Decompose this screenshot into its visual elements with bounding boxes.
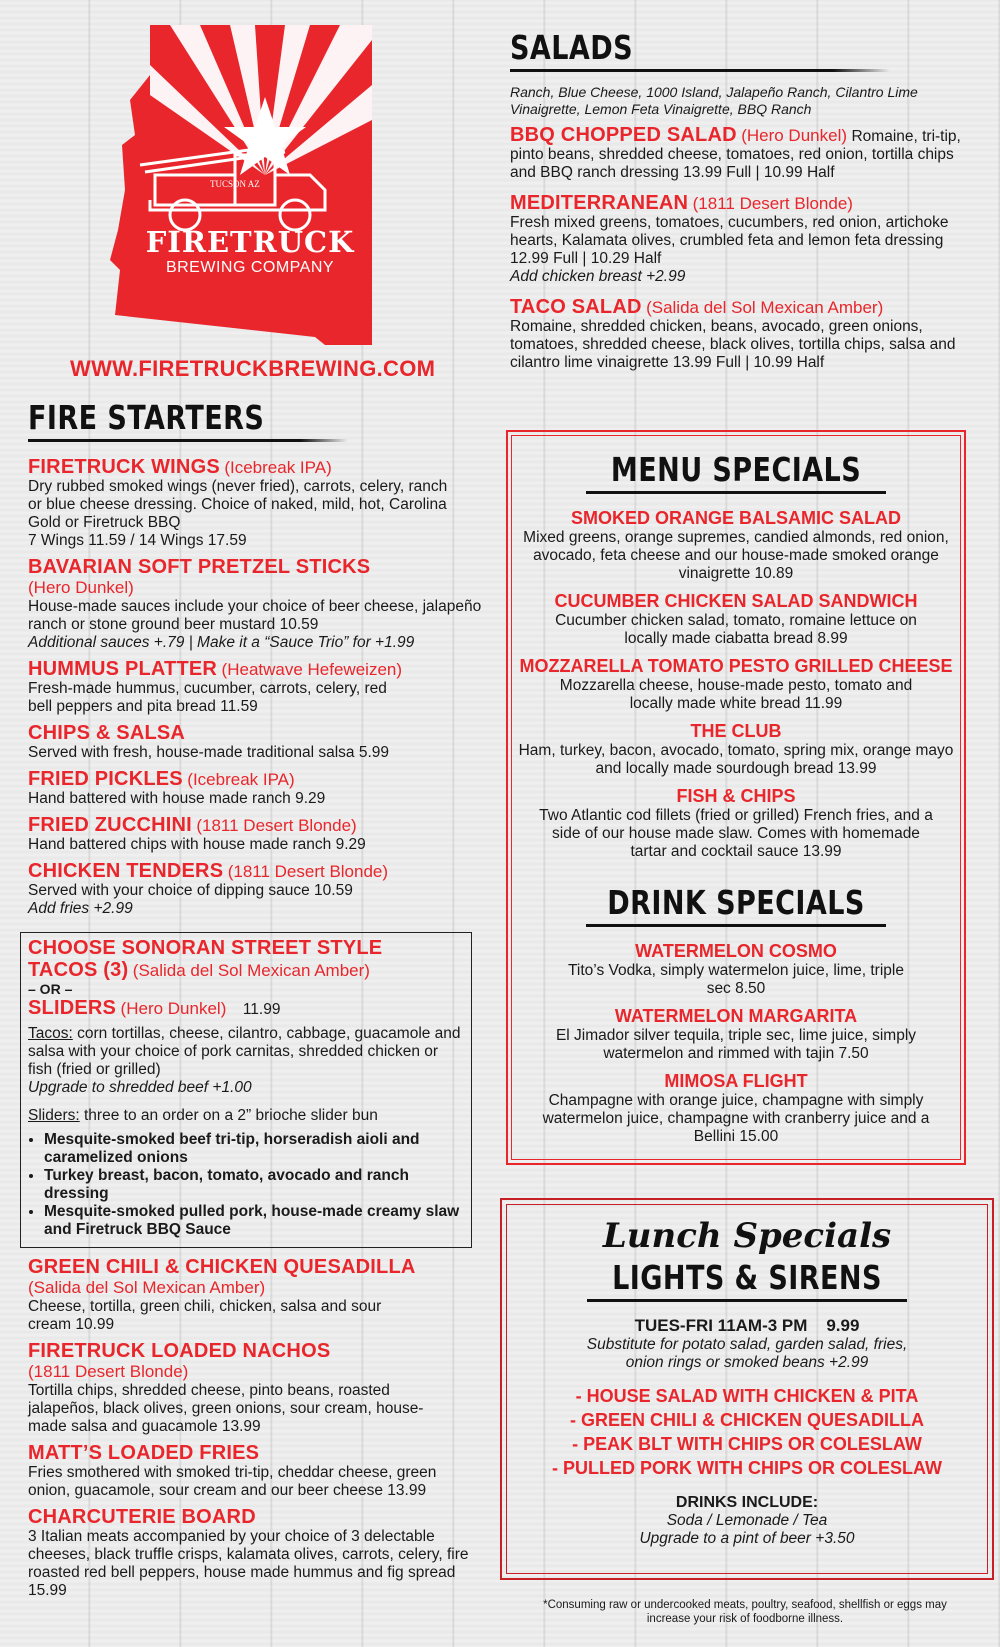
item-name: CHIPS & SALSA	[28, 722, 186, 744]
drinks-include-heading: DRINKS INCLUDE:	[675, 1494, 819, 1511]
fire-starters-heading: FIRE STARTERS	[28, 398, 265, 437]
item-desc: Cucumber chicken salad, tomato, romaine lettuce on locally made ciabatta bread 8.99	[555, 612, 917, 647]
or-divider: – OR –	[28, 981, 73, 997]
tacos-sliders-box	[20, 932, 472, 1248]
tacos-title: TACOS (3)	[28, 959, 129, 981]
list-item: • Mesquite-smoked beef tri-tip, horseradish aioli and caramelized onions	[44, 1131, 465, 1167]
list-item: - HOUSE SALAD WITH CHICKEN & PITA	[575, 1386, 919, 1406]
item-name: WATERMELON COSMO	[635, 941, 837, 961]
item-desc: Tortilla chips, shredded cheese, pinto beans, roasted jalapeños, black olives, green onions, sour cream, house-made salsa and guacamole 13.99	[28, 1382, 424, 1435]
section-divider	[586, 491, 886, 494]
item-desc: House-made sauces include your choice of beer cheese, jalapeño ranch or stone ground beer mustard 10.59	[28, 598, 482, 633]
item-name: MOZZARELLA TOMATO PESTO GRILLED CHEESE	[519, 656, 953, 676]
menu-item-nachos	[28, 1340, 498, 1436]
brand-logo	[110, 25, 382, 345]
lunch-time: TUES-FRI 11AM-3 PM 9.99	[634, 1316, 860, 1335]
sliders-desc: three to an order on a 2” brioche slider bun	[84, 1107, 378, 1124]
salads-section	[510, 28, 980, 372]
item-desc: Hand battered chips with house made ranch 9.29	[28, 836, 366, 853]
item-desc: Served with fresh, house-made traditional salsa 5.99	[28, 744, 390, 761]
item-desc: Mixed greens, orange supremes, candied almonds, red onion, avocado, feta cheese and our house-made smoked orange vinaigrette 10.89	[523, 529, 949, 582]
menu-item-charcuterie	[28, 1506, 498, 1600]
list-item: • Turkey breast, bacon, tomato, avocado and ranch dressing	[44, 1167, 465, 1203]
item-name: WATERMELON MARGARITA	[614, 1006, 858, 1026]
item-extra: Add fries +2.99	[28, 900, 133, 917]
item-name: BBQ CHOPPED SALAD	[510, 124, 737, 146]
tacos-label: Tacos:	[28, 1025, 73, 1042]
item-name: GREEN CHILI & CHICKEN QUESADILLA	[28, 1256, 416, 1278]
item-desc: Champagne with orange juice, champagne with simply watermelon juice, champagne with cranberry juice and a Bellini 15.00	[542, 1092, 930, 1145]
item-desc: Two Atlantic cod fillets (fried or grilled) French fries, and a side of our house made slaw. Comes with homemade tartar and cocktail sauce 13.99	[539, 807, 933, 860]
item-name: FRIED PICKLES	[28, 768, 183, 790]
menu-item-tenders	[28, 860, 498, 918]
beer-pairing: (Hero Dunkel)	[741, 126, 848, 145]
beer-pairing: (Salida del Sol Mexican Amber)	[28, 1278, 266, 1297]
item-desc: Romaine, tri-tip, pinto beans, shredded cheese, tomatoes, red onion, tortilla chips and BBQ ranch dressing 13.99 Full | 10.99 Half	[510, 128, 961, 181]
item-desc: Fries smothered with smoked tri-tip, cheddar cheese, green onion, guacamole, sour cream and our beer cheese 13.99	[28, 1464, 437, 1499]
menu-item-chips	[28, 722, 498, 762]
brand-subtitle: BREWING COMPANY	[165, 259, 335, 276]
menu-item-hummus	[28, 658, 498, 716]
lunch-script-title: Lunch Specials	[602, 1216, 892, 1256]
beer-pairing: (1811 Desert Blonde)	[28, 1362, 189, 1381]
item-desc: El Jimador silver tequila, triple sec, lime juice, simply watermelon and rimmed with tajin 7.50	[555, 1027, 917, 1062]
salad-item	[510, 124, 980, 182]
arizona-firetruck-logo-icon	[110, 25, 382, 345]
lunch-items-list	[502, 1384, 992, 1480]
special-item	[508, 786, 964, 861]
slider-options-list	[28, 1131, 465, 1239]
beer-pairing: (Hero Dunkel)	[120, 999, 227, 1018]
menu-item-quesadilla	[28, 1256, 498, 1334]
item-desc: Ham, turkey, bacon, avocado, tomato, spring mix, orange mayo and locally made sourdough bread 13.99	[518, 742, 954, 777]
tacos-box-title: CHOOSE SONORAN STREET STYLE	[28, 937, 383, 959]
item-price: 7 Wings 11.59 / 14 Wings 17.59	[28, 532, 247, 549]
item-name: FIRETRUCK WINGS	[28, 456, 220, 478]
special-item	[508, 508, 964, 583]
list-item: - PULLED PORK WITH CHIPS OR COLESLAW	[552, 1458, 942, 1478]
brand-name: FIRETRUCK	[145, 225, 355, 259]
fire-starters-lower	[28, 1256, 498, 1600]
dressings-list: Ranch, Blue Cheese, 1000 Island, Jalapeño Ranch, Cilantro Lime Vinaigrette, Lemon Feta Vinaigrette, BBQ Ranch	[510, 84, 918, 117]
item-name: MIMOSA FLIGHT	[664, 1071, 808, 1091]
item-name: THE CLUB	[690, 721, 782, 741]
item-name: FISH & CHIPS	[676, 786, 796, 806]
item-name: FIRETRUCK LOADED NACHOS	[28, 1340, 331, 1362]
section-divider	[586, 924, 886, 927]
beer-pairing: (1811 Desert Blonde)	[196, 816, 357, 835]
item-name: HUMMUS PLATTER	[28, 658, 218, 680]
item-name: MEDITERRANEAN	[510, 192, 689, 214]
beer-pairing: (Salida del Sol Mexican Amber)	[132, 961, 370, 980]
item-desc: Mozzarella cheese, house-made pesto, tomato and locally made white bread 11.99	[559, 677, 913, 712]
section-divider	[28, 439, 348, 442]
menu-item-wings	[28, 456, 498, 550]
tacos-price: 11.99	[242, 1001, 281, 1018]
item-desc: 3 Italian meats accompanied by your choice of 3 delectable cheeses, black truffle crisps, kalamata olives, carrots, celery, fire roasted red bell peppers, house made hummus and fig spread 15.99	[28, 1528, 469, 1599]
beer-upgrade: Upgrade to a pint of beer +3.50	[639, 1530, 855, 1547]
salad-item	[510, 296, 980, 372]
list-item: - GREEN CHILI & CHICKEN QUESADILLA	[569, 1410, 924, 1430]
beer-pairing: (Icebreak IPA)	[224, 458, 332, 477]
item-name: FRIED ZUCCHINI	[28, 814, 192, 836]
list-item: • Mesquite-smoked pulled pork, house-made creamy slaw and Firetruck BBQ Sauce	[44, 1203, 465, 1239]
menu-specials-block	[508, 450, 964, 1146]
drink-specials-heading: DRINK SPECIALS	[607, 883, 865, 922]
section-divider	[510, 69, 890, 72]
drink-item	[508, 1071, 964, 1146]
special-item	[508, 656, 964, 713]
item-desc: Fresh-made hummus, cucumber, carrots, celery, red bell peppers and pita bread 11.59	[28, 680, 387, 715]
item-extra: Add chicken breast +2.99	[510, 268, 686, 285]
salad-item	[510, 192, 980, 286]
lunch-heading: LIGHTS & SIRENS	[612, 1258, 882, 1297]
specials-box	[506, 430, 966, 1165]
beer-pairing: (Heatwave Hefeweizen)	[221, 660, 403, 679]
plate-text: TUCSON AZ	[210, 179, 260, 189]
item-name: CUCUMBER CHICKEN SALAD SANDWICH	[554, 591, 918, 611]
drink-item	[508, 1006, 964, 1063]
menu-specials-heading: MENU SPECIALS	[610, 450, 862, 489]
list-item: - PEAK BLT WITH CHIPS OR COLESLAW	[572, 1434, 922, 1454]
tacos-desc: corn tortillas, cheese, cilantro, cabbage, guacamole and salsa with your choice of pork carnitas, shredded chicken or fish (fried or grilled)	[28, 1025, 461, 1078]
lunch-substitute: Substitute for potato salad, garden salad, fries, onion rings or smoked beans +2.99	[586, 1336, 908, 1371]
item-name: CHICKEN TENDERS	[28, 860, 224, 882]
item-desc: Hand battered with house made ranch 9.29	[28, 790, 326, 807]
beer-pairing: (Salida del Sol Mexican Amber)	[646, 298, 884, 317]
beer-pairing: (Icebreak IPA)	[187, 770, 295, 789]
menu-item-zucchini	[28, 814, 498, 854]
item-extra: Additional sauces +.79 | Make it a “Sauce Trio” for +1.99	[28, 634, 415, 651]
special-item	[508, 591, 964, 648]
item-desc: Served with your choice of dipping sauce 10.59	[28, 882, 353, 899]
menu-item-loaded-fries	[28, 1442, 498, 1500]
menu-item-pretzel	[28, 556, 498, 652]
beer-pairing: (1811 Desert Blonde)	[227, 862, 389, 881]
item-desc: Fresh mixed greens, tomatoes, cucumbers, red onion, artichoke hearts, Kalamata olives, crumbled feta and lemon feta dressing 12.99 Full | 10.29 Half	[510, 214, 949, 267]
drink-item	[508, 941, 964, 998]
item-name: BAVARIAN SOFT PRETZEL STICKS	[28, 556, 371, 578]
disclaimer: *Consuming raw or undercooked meats, poultry, seafood, shellfish or eggs may increase your risk of foodborne illness.	[543, 1599, 947, 1625]
item-name: SMOKED ORANGE BALSAMIC SALAD	[570, 508, 901, 528]
sliders-title: SLIDERS	[28, 997, 117, 1019]
item-name: TACO SALAD	[510, 296, 642, 318]
beer-pairing: (Hero Dunkel)	[28, 578, 134, 597]
item-desc: Tito’s Vodka, simply watermelon juice, lime, triple sec 8.50	[568, 962, 904, 997]
special-item	[508, 721, 964, 778]
item-desc: Romaine, shredded chicken, beans, avocado, green onions, tomatoes, shredded cheese, black olives, tortilla chips, salsa and cilantro lime vinaigrette 13.99 Full | 10.99 Half	[510, 318, 956, 371]
item-name: MATT’S LOADED FRIES	[28, 1442, 260, 1464]
item-desc: Cheese, tortilla, green chili, chicken, salsa and sour cream 10.99	[28, 1298, 382, 1333]
salads-heading: SALADS	[510, 28, 634, 67]
website-link[interactable]: WWW.FIRETRUCKBREWING.COM	[70, 356, 436, 381]
menu-item-pickles	[28, 768, 498, 808]
item-desc: Dry rubbed smoked wings (never fried), carrots, celery, ranch or blue cheese dressing. Choice of naked, mild, hot, Carolina Gold or Firetruck BBQ	[28, 478, 448, 531]
beer-pairing: (1811 Desert Blonde)	[692, 194, 853, 213]
fire-starters-section	[28, 398, 498, 918]
drinks-list: Soda / Lemonade / Tea	[666, 1512, 828, 1529]
item-name: CHARCUTERIE BOARD	[28, 1506, 256, 1528]
tacos-upgrade: Upgrade to shredded beef +1.00	[28, 1079, 252, 1096]
section-divider	[587, 1299, 907, 1302]
sliders-label: Sliders:	[28, 1107, 80, 1124]
lunch-specials-box	[500, 1198, 994, 1580]
